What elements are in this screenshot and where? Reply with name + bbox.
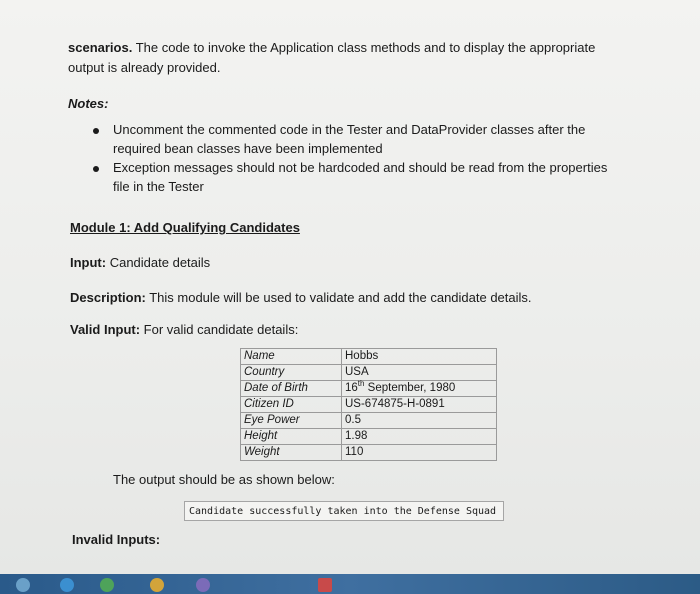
intro-bold-word: scenarios. <box>68 40 133 55</box>
table-row <box>241 365 497 381</box>
table-value-cell: US-674875-H-0891 <box>342 397 497 413</box>
note-1-line-1: Uncomment the commented code in the Tester and DataProvider classes after the <box>113 122 586 137</box>
note-2-line-1: Exception messages should not be hardcoded and should be read from the properties <box>113 160 608 175</box>
taskbar-app-icon[interactable] <box>60 578 74 592</box>
table-row <box>241 413 497 429</box>
note-2-line-2: file in the Tester <box>113 179 204 194</box>
note-1-line-2: required bean classes have been implemented <box>113 141 383 156</box>
console-output-box: Candidate successfully taken into the Defense Squad <box>184 501 504 521</box>
table-row <box>241 429 497 445</box>
taskbar-app-icon[interactable] <box>318 578 332 592</box>
table-key-cell: Name <box>241 349 342 365</box>
intro-line-1 <box>68 38 595 57</box>
taskbar-app-icon[interactable] <box>196 578 210 592</box>
candidate-details-table <box>240 348 497 461</box>
output-label: The output should be as shown below: <box>113 472 335 487</box>
table-value-cell: Hobbs <box>342 349 497 365</box>
table-key-cell: Weight <box>241 445 342 461</box>
table-value-cell <box>342 381 497 397</box>
valid-input-line <box>70 320 298 339</box>
bullet-dot-icon <box>93 166 99 172</box>
table-value-cell: USA <box>342 365 497 381</box>
module-heading: Module 1: Add Qualifying Candidates <box>70 220 300 235</box>
table-key-cell: Eye Power <box>241 413 342 429</box>
taskbar <box>0 574 700 594</box>
notes-heading: Notes: <box>68 96 109 111</box>
intro-line-2: output is already provided. <box>68 60 221 75</box>
table-row <box>241 445 497 461</box>
table-row <box>241 349 497 365</box>
input-line <box>70 253 210 272</box>
valid-input-label: Valid Input: <box>70 322 141 337</box>
dob-day: 16 <box>345 382 358 394</box>
table-value-cell: 110 <box>342 445 497 461</box>
invalid-inputs-label: Invalid Inputs: <box>72 532 161 547</box>
input-text: Candidate details <box>106 255 211 270</box>
table-value-cell: 0.5 <box>342 413 497 429</box>
dob-rest: September, 1980 <box>364 382 456 394</box>
valid-input-text: For valid candidate details: <box>140 322 299 337</box>
dob-suffix: th <box>357 379 365 389</box>
bullet-dot-icon <box>93 128 99 134</box>
taskbar-app-icon[interactable] <box>16 578 30 592</box>
table-value-cell: 1.98 <box>342 429 497 445</box>
intro-line-1-text: The code to invoke the Application class methods and to display the appropriate <box>132 40 596 55</box>
table-key-cell: Date of Birth <box>241 381 342 397</box>
description-label: Description: <box>70 290 146 305</box>
table-row <box>241 381 497 397</box>
table-key-cell: Height <box>241 429 342 445</box>
taskbar-app-icon[interactable] <box>150 578 164 592</box>
taskbar-app-icon[interactable] <box>100 578 114 592</box>
table-key-cell: Citizen ID <box>241 397 342 413</box>
table-key-cell: Country <box>241 365 342 381</box>
table-row <box>241 397 497 413</box>
description-text: This module will be used to validate and add the candidate details. <box>145 290 532 305</box>
description-line <box>70 288 532 307</box>
input-label: Input: <box>70 255 107 270</box>
